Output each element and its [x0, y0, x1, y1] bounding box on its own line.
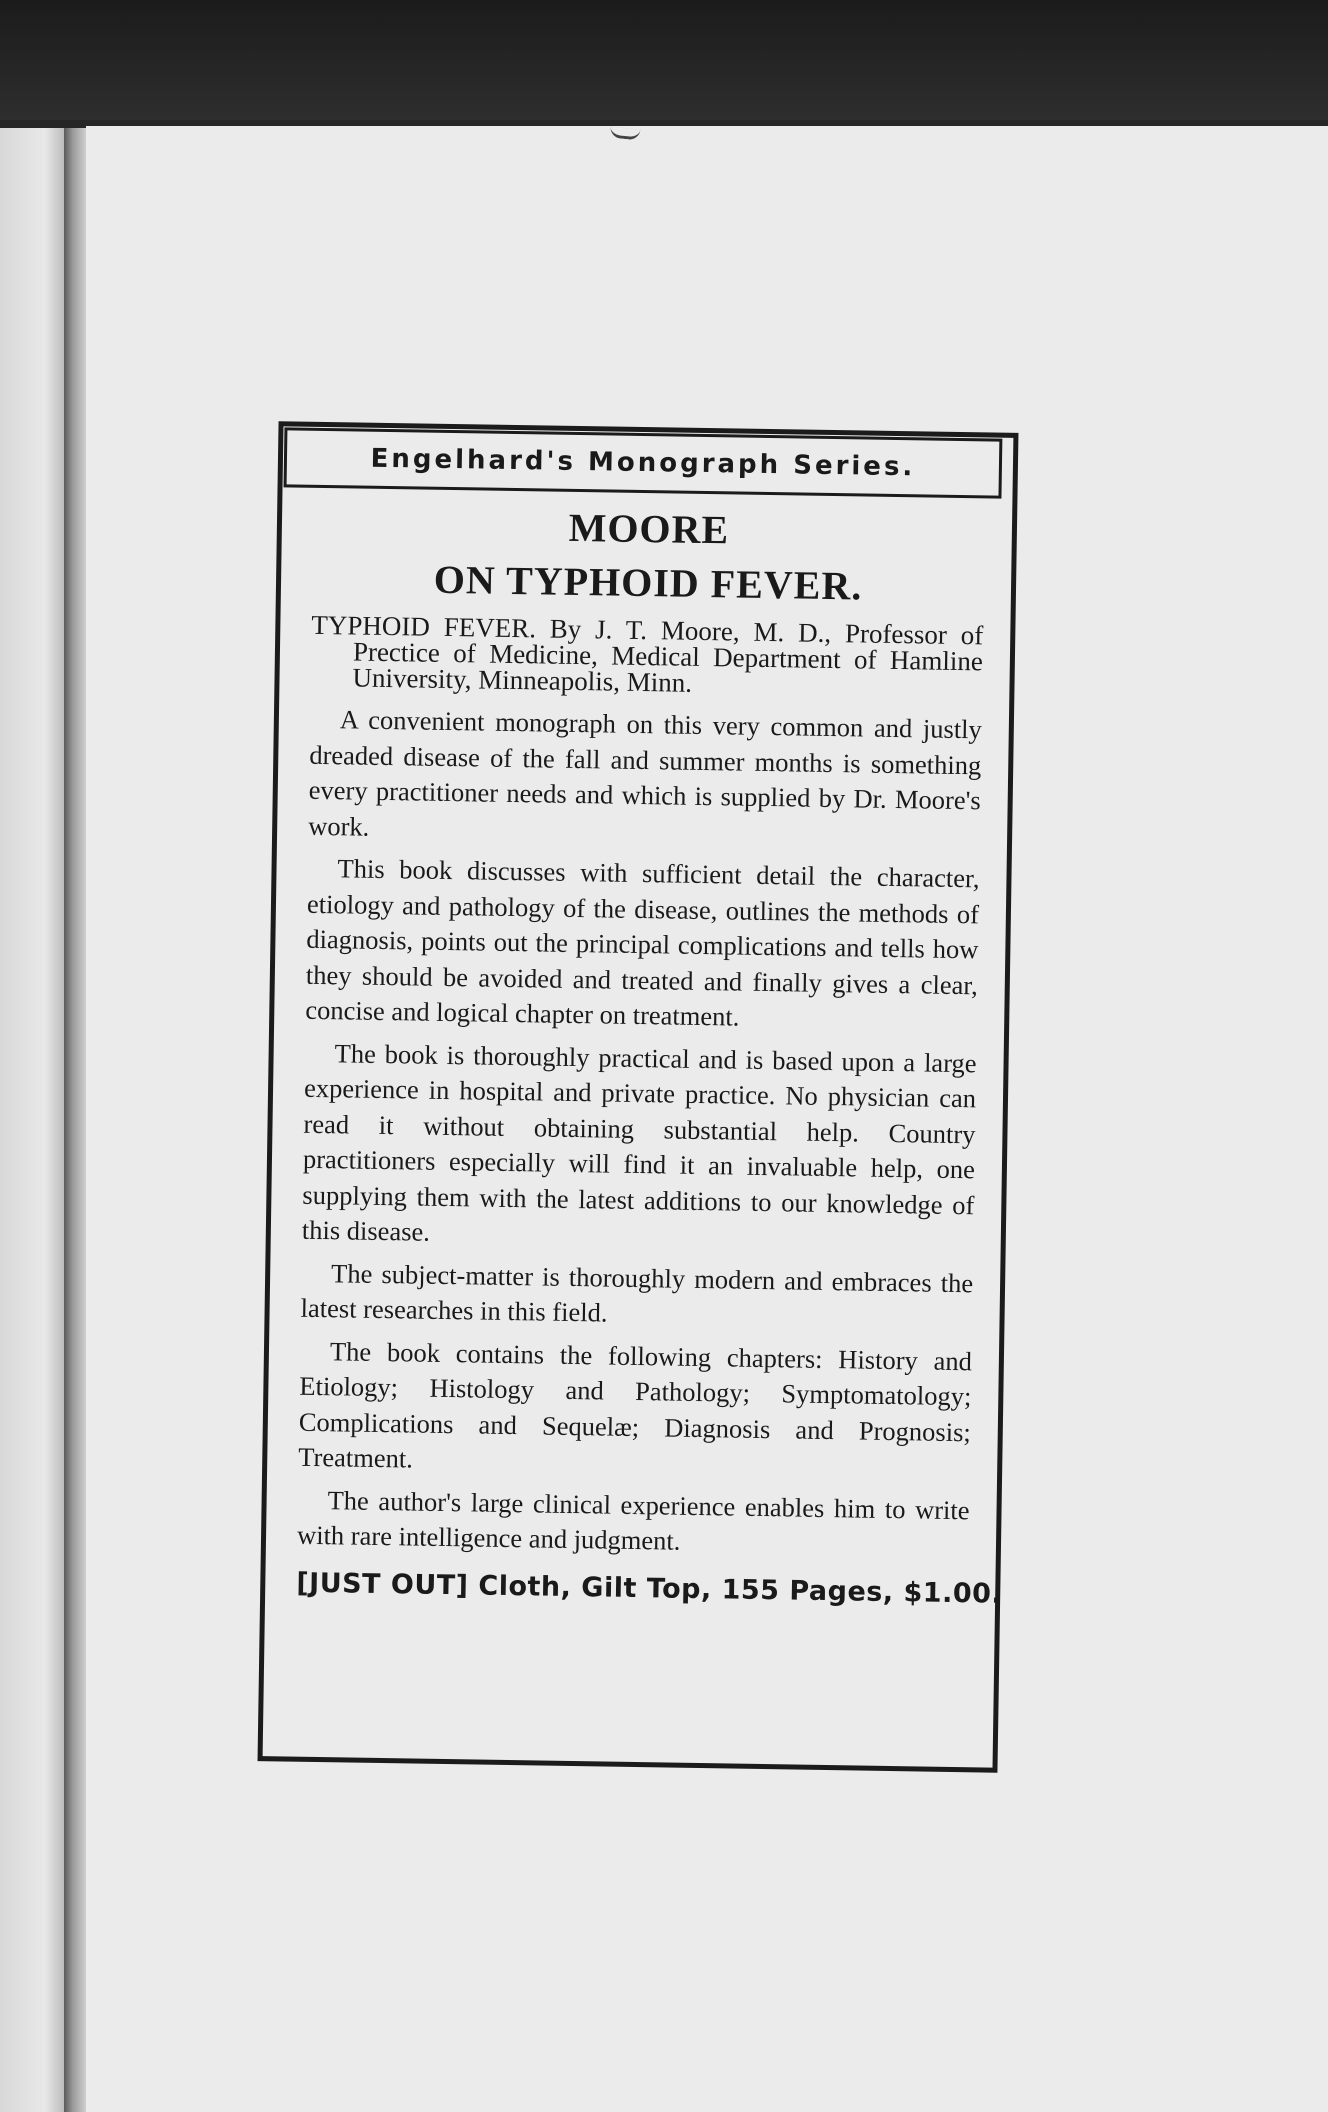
- paragraph: A convenient monograph on this very common and justly dreaded disease of the fall and summer months is something every practitioner needs and which is supplied by Dr. Moore's work.: [307, 704, 983, 842]
- byline: TYPHOID FEVER. By J. T. Moore, M. D., Professor of Prectice of Medicine, Medical Department of Hamline University, Minneapolis, Minn.: [311, 609, 984, 698]
- paragraph: This book discusses with sufficient detail the character, etiology and pathology of the disease, outlines the methods of diagnosis, points out the principal complications and tells how they should be avoided and treated and finally gives a clear, concise and logical chapter on treatment.: [305, 853, 980, 1032]
- paragraph: The subject-matter is thoroughly modern and embraces the latest researches in this field.: [300, 1257, 974, 1328]
- advertisement-body: [296, 494, 1003, 1610]
- page-gutter: [64, 128, 86, 2112]
- paragraph: The book contains the following chapters: History and Etiology; Histology and Pathology; Symptomatology; Complications and Sequelæ; Diagnosis and Prognosis; Treatment.: [298, 1335, 973, 1474]
- scan-background-top: [0, 0, 1328, 120]
- advertisement: [258, 421, 1019, 1772]
- price-line: [JUST OUT] Cloth, Gilt Top, 155 Pages, $1.00.: [296, 1567, 1003, 1610]
- series-header: Engelhard's Monograph Series.: [284, 427, 1003, 498]
- book-title-line-1: MOORE: [568, 504, 730, 553]
- book-title-line-2: ON TYPHOID FEVER.: [433, 556, 863, 609]
- paragraph: The book is thoroughly practical and is based upon a large experience in hospital and private practice. No physician can read it without obtaining substantial help. Country practitioners especially will find it an invaluable help, one supplying them with the latest additions to our knowledge of this disease.: [301, 1037, 977, 1247]
- left-page-edge: [0, 128, 64, 2112]
- paragraph: The author's large clinical experience enables him to write with rare intelligence and judgment.: [296, 1484, 970, 1556]
